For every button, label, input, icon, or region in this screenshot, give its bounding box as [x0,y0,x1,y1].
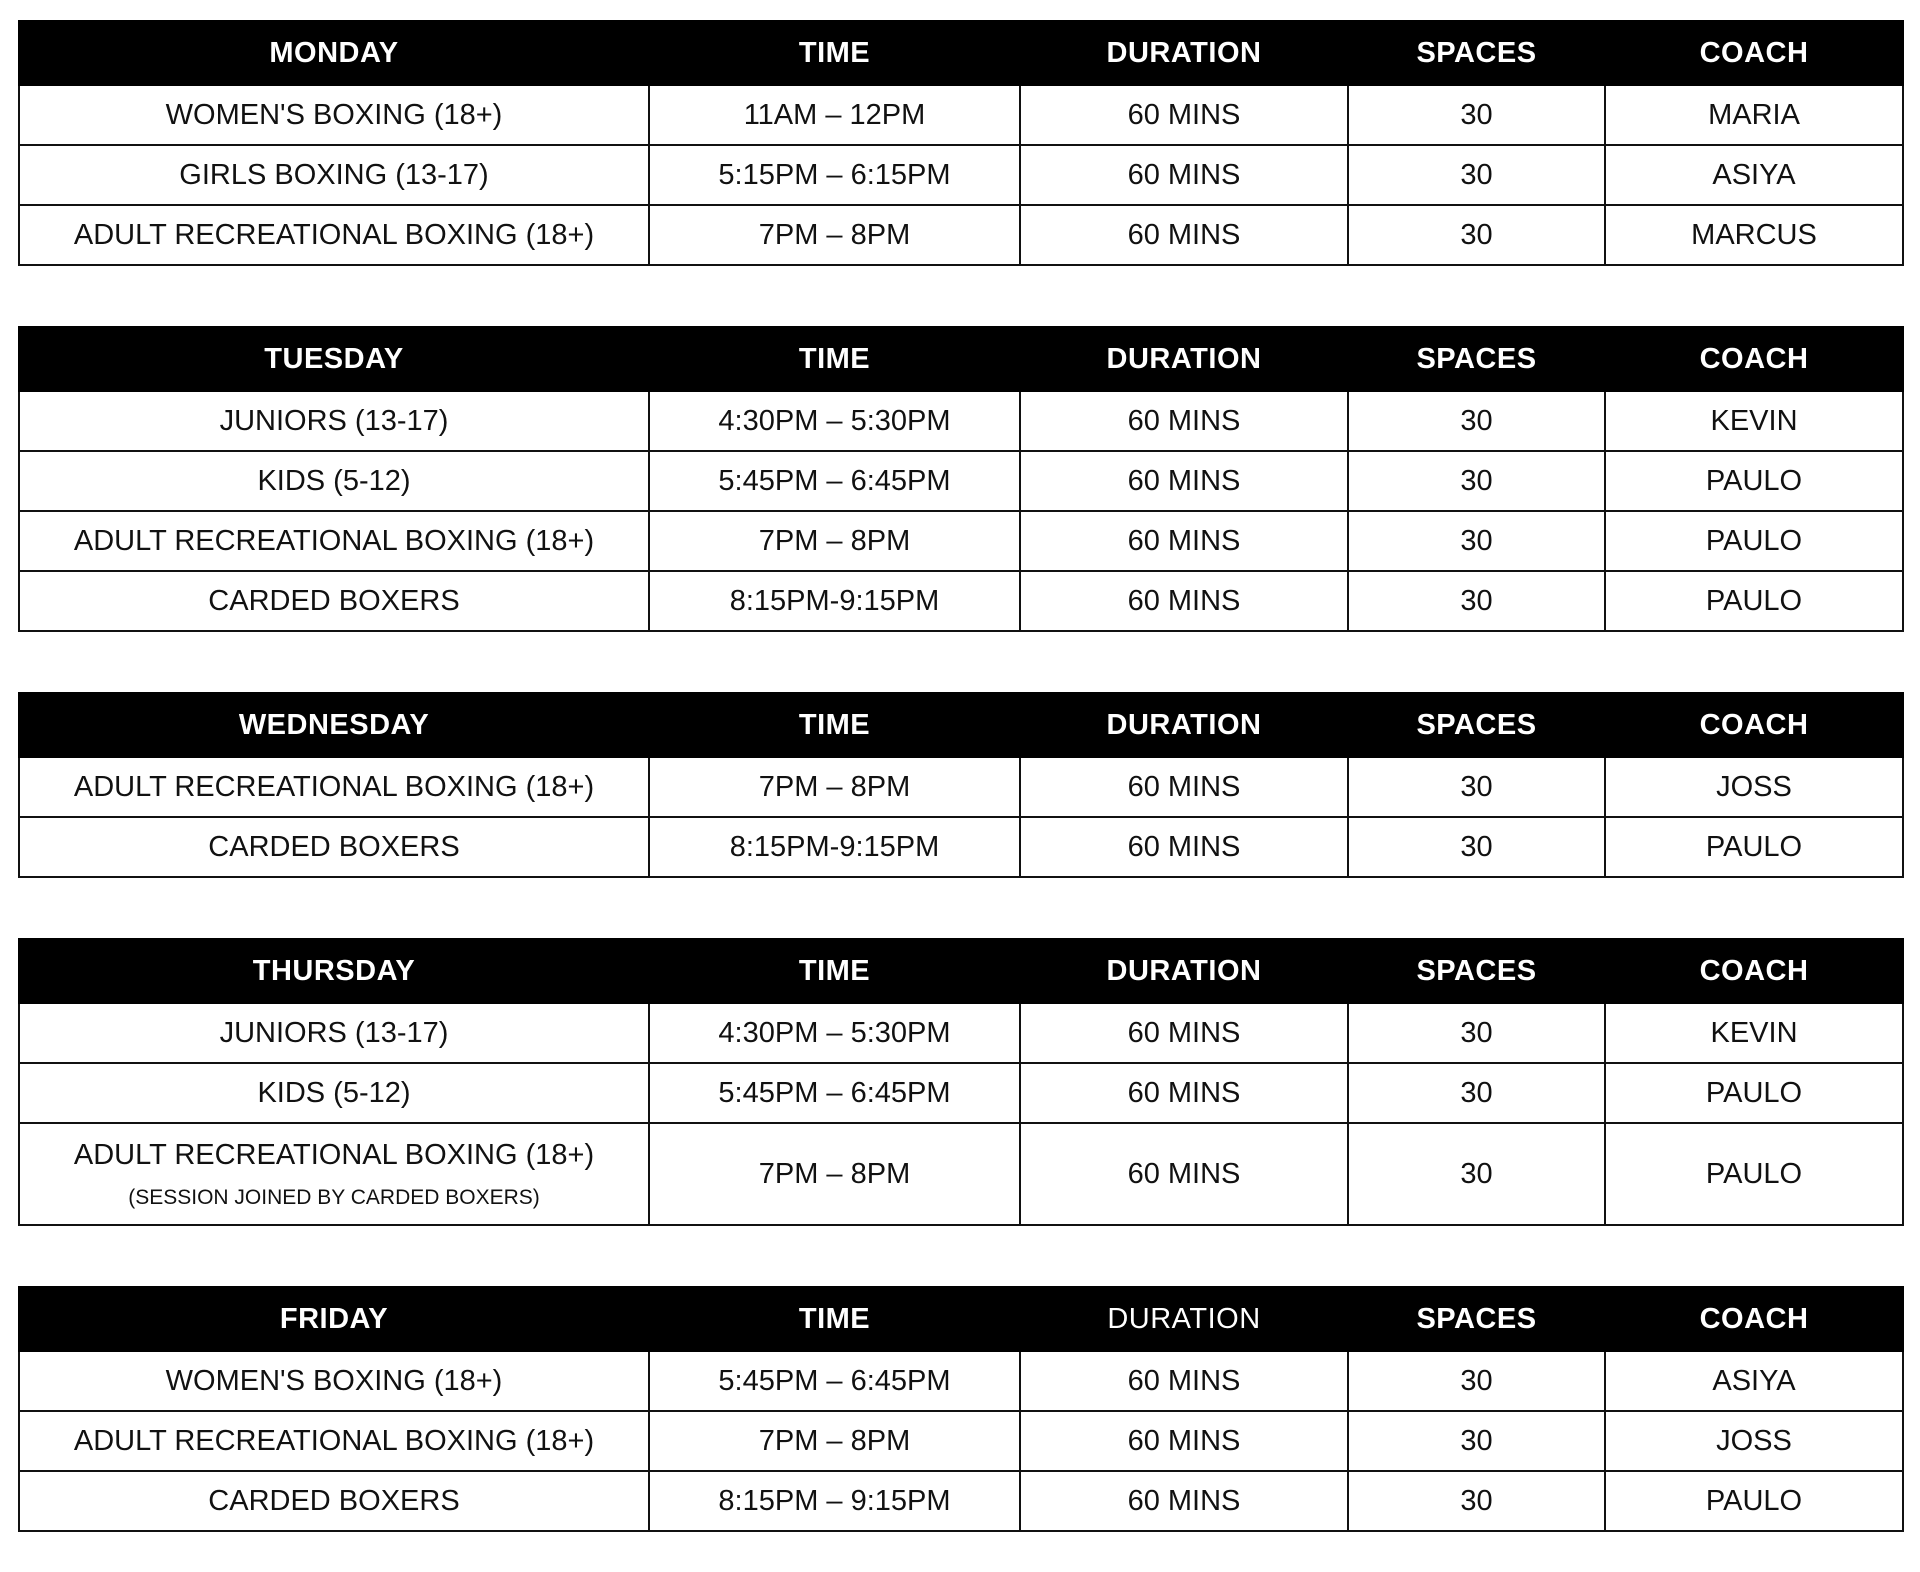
duration-cell: 60 MINS [1020,1063,1348,1123]
coach-cell: PAULO [1605,817,1903,877]
duration-cell: 60 MINS [1020,451,1348,511]
class-cell: WOMEN'S BOXING (18+) [19,85,649,145]
duration-cell: 60 MINS [1020,145,1348,205]
schedule-table-thursday [18,938,1904,1226]
time-cell: 4:30PM – 5:30PM [649,391,1020,451]
time-cell: 7PM – 8PM [649,511,1020,571]
coach-header: COACH [1605,327,1903,391]
weekly-schedule [18,20,1902,1532]
duration-cell: 60 MINS [1020,1471,1348,1531]
day-header: TUESDAY [19,327,649,391]
time-cell: 5:45PM – 6:45PM [649,451,1020,511]
time-cell: 8:15PM-9:15PM [649,817,1020,877]
duration-header: DURATION [1020,693,1348,757]
spaces-header: SPACES [1348,1287,1605,1351]
spaces-cell: 30 [1348,391,1605,451]
class-cell: ADULT RECREATIONAL BOXING (18+) [19,205,649,265]
table-row [19,1003,1903,1063]
time-cell: 8:15PM – 9:15PM [649,1471,1020,1531]
spaces-header: SPACES [1348,327,1605,391]
coach-cell: PAULO [1605,571,1903,631]
day-header: MONDAY [19,21,649,85]
coach-header: COACH [1605,693,1903,757]
schedule-table-wednesday [18,692,1904,878]
class-cell: KIDS (5-12) [19,1063,649,1123]
spaces-header: SPACES [1348,939,1605,1003]
time-cell: 11AM – 12PM [649,85,1020,145]
class-cell: WOMEN'S BOXING (18+) [19,1351,649,1411]
spaces-cell: 30 [1348,145,1605,205]
class-cell: ADULT RECREATIONAL BOXING (18+) [19,757,649,817]
duration-cell: 60 MINS [1020,1351,1348,1411]
table-row [19,1063,1903,1123]
spaces-cell: 30 [1348,1063,1605,1123]
duration-cell: 60 MINS [1020,85,1348,145]
time-cell: 4:30PM – 5:30PM [649,1003,1020,1063]
class-cell: JUNIORS (13-17) [19,1003,649,1063]
spaces-cell: 30 [1348,511,1605,571]
day-header: WEDNESDAY [19,693,649,757]
table-row [19,1471,1903,1531]
coach-cell: PAULO [1605,511,1903,571]
class-cell [19,1123,649,1225]
class-cell: CARDED BOXERS [19,817,649,877]
time-cell: 7PM – 8PM [649,205,1020,265]
spaces-header: SPACES [1348,21,1605,85]
class-cell: CARDED BOXERS [19,571,649,631]
table-row [19,757,1903,817]
spaces-cell: 30 [1348,205,1605,265]
duration-cell: 60 MINS [1020,1123,1348,1225]
class-cell: JUNIORS (13-17) [19,391,649,451]
header-row [19,693,1903,757]
time-cell: 7PM – 8PM [649,1411,1020,1471]
header-row [19,327,1903,391]
time-header: TIME [649,327,1020,391]
duration-cell: 60 MINS [1020,1003,1348,1063]
coach-cell: ASIYA [1605,145,1903,205]
coach-cell: JOSS [1605,757,1903,817]
table-row [19,85,1903,145]
time-cell: 5:15PM – 6:15PM [649,145,1020,205]
time-header: TIME [649,1287,1020,1351]
table-row [19,145,1903,205]
spaces-header: SPACES [1348,693,1605,757]
duration-cell: 60 MINS [1020,511,1348,571]
table-row [19,571,1903,631]
day-header: THURSDAY [19,939,649,1003]
day-header: FRIDAY [19,1287,649,1351]
header-row [19,21,1903,85]
table-row [19,205,1903,265]
schedule-table-tuesday [18,326,1904,632]
schedule-table-friday [18,1286,1904,1532]
coach-cell: PAULO [1605,1471,1903,1531]
coach-cell: ASIYA [1605,1351,1903,1411]
spaces-cell: 30 [1348,1003,1605,1063]
time-header: TIME [649,693,1020,757]
coach-cell: PAULO [1605,1123,1903,1225]
coach-cell: PAULO [1605,1063,1903,1123]
coach-cell: JOSS [1605,1411,1903,1471]
table-row [19,391,1903,451]
class-cell: ADULT RECREATIONAL BOXING (18+) [19,1411,649,1471]
table-row [19,817,1903,877]
coach-cell: MARCUS [1605,205,1903,265]
class-name: ADULT RECREATIONAL BOXING (18+) [73,1138,595,1171]
coach-cell: KEVIN [1605,1003,1903,1063]
coach-cell: KEVIN [1605,391,1903,451]
duration-header: DURATION [1020,1287,1348,1351]
table-row [19,451,1903,511]
time-header: TIME [649,21,1020,85]
duration-header: DURATION [1020,939,1348,1003]
table-row [19,1123,1903,1225]
spaces-cell: 30 [1348,1411,1605,1471]
time-cell: 7PM – 8PM [649,1123,1020,1225]
header-row [19,939,1903,1003]
class-note: (SESSION JOINED BY CARDED BOXERS) [128,1185,540,1209]
spaces-cell: 30 [1348,85,1605,145]
duration-header: DURATION [1020,21,1348,85]
spaces-cell: 30 [1348,571,1605,631]
coach-cell: MARIA [1605,85,1903,145]
table-row [19,1411,1903,1471]
time-cell: 5:45PM – 6:45PM [649,1351,1020,1411]
spaces-cell: 30 [1348,451,1605,511]
duration-cell: 60 MINS [1020,205,1348,265]
time-cell: 5:45PM – 6:45PM [649,1063,1020,1123]
duration-header: DURATION [1020,327,1348,391]
table-row [19,1351,1903,1411]
spaces-cell: 30 [1348,1471,1605,1531]
table-row [19,511,1903,571]
spaces-cell: 30 [1348,817,1605,877]
duration-cell: 60 MINS [1020,571,1348,631]
coach-cell: PAULO [1605,451,1903,511]
class-cell: GIRLS BOXING (13-17) [19,145,649,205]
coach-header: COACH [1605,1287,1903,1351]
spaces-cell: 30 [1348,1123,1605,1225]
spaces-cell: 30 [1348,757,1605,817]
time-header: TIME [649,939,1020,1003]
time-cell: 7PM – 8PM [649,757,1020,817]
duration-cell: 60 MINS [1020,817,1348,877]
coach-header: COACH [1605,21,1903,85]
duration-cell: 60 MINS [1020,1411,1348,1471]
time-cell: 8:15PM-9:15PM [649,571,1020,631]
spaces-cell: 30 [1348,1351,1605,1411]
header-row [19,1287,1903,1351]
coach-header: COACH [1605,939,1903,1003]
schedule-table-monday [18,20,1904,266]
class-cell: KIDS (5-12) [19,451,649,511]
duration-cell: 60 MINS [1020,391,1348,451]
duration-cell: 60 MINS [1020,757,1348,817]
class-cell: CARDED BOXERS [19,1471,649,1531]
class-cell: ADULT RECREATIONAL BOXING (18+) [19,511,649,571]
